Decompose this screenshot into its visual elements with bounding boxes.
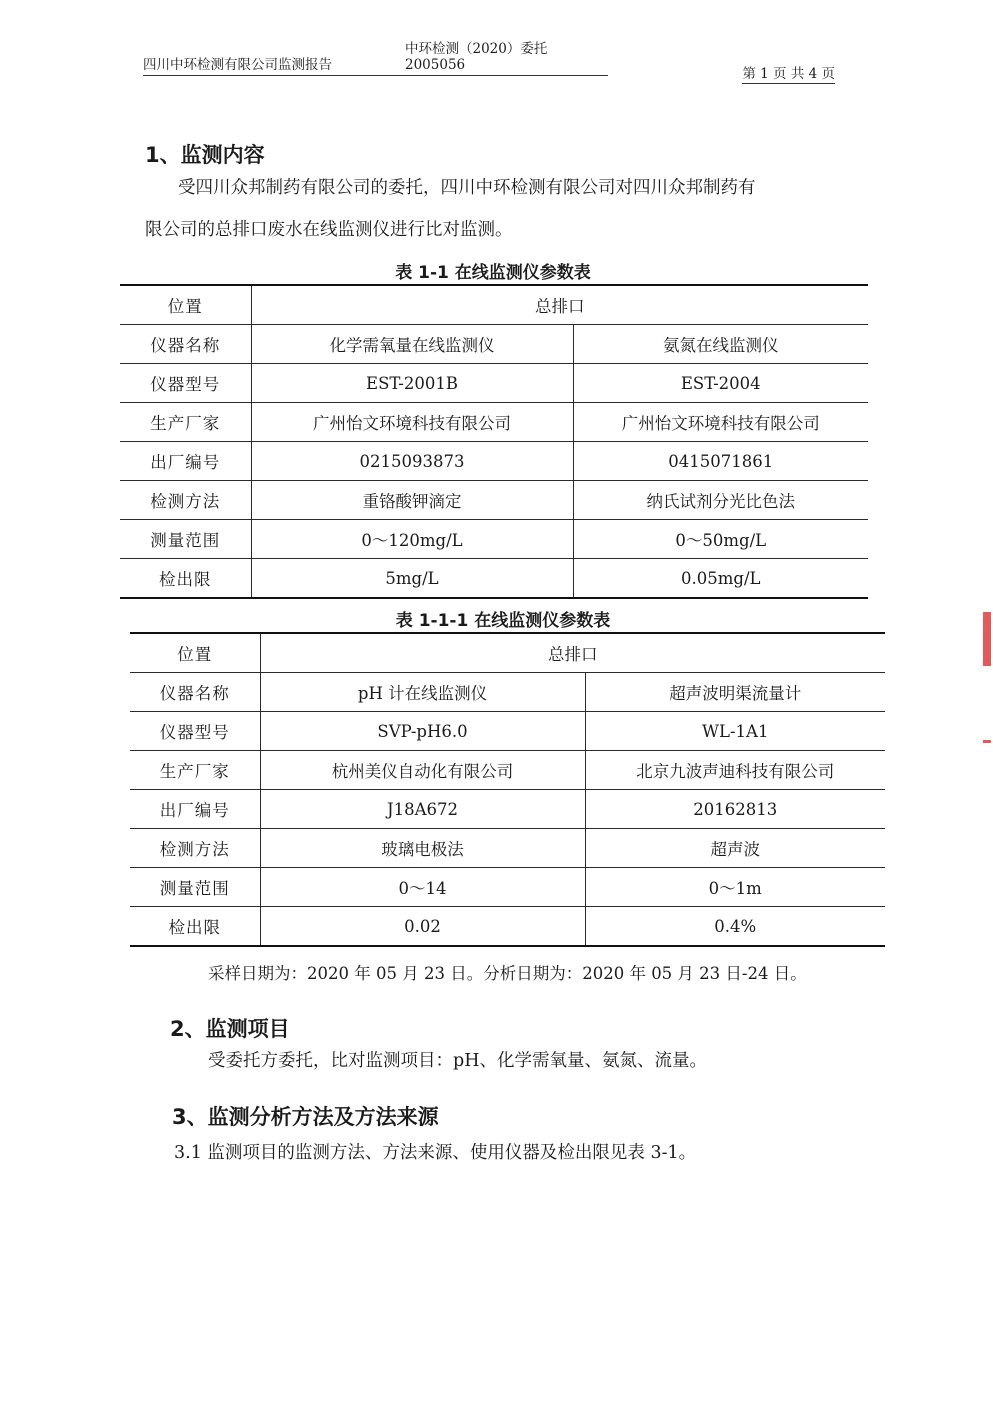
table-row [130,633,885,673]
table-cell: 0215093873 [251,442,573,481]
stamp-edge-mark [983,740,991,743]
table-cell: 0～14 [260,868,585,907]
table-cell-label: 出厂编号 [120,442,251,481]
table-cell: WL-1A1 [585,712,885,751]
table-cell: 北京九波声迪科技有限公司 [585,751,885,790]
table-cell: 广州怡文环境科技有限公司 [573,403,868,442]
table-cell: 0415071861 [573,442,868,481]
table-cell: 0～1m [585,868,885,907]
stamp-edge-mark [983,612,991,666]
header-page-number: 第 1 页 共 4 页 [742,62,835,84]
table-cell: 纳氏试剂分光比色法 [573,481,868,520]
header-report-number: 中环检测（2020）委托 2005056 [405,41,548,73]
header-left [143,41,608,76]
table-row [120,325,868,364]
table-cell-label: 生产厂家 [130,751,260,790]
table-row [130,751,885,790]
table-cell: 广州怡文环境科技有限公司 [251,403,573,442]
table-cell: 氨氮在线监测仪 [573,325,868,364]
dates-note: 采样日期为：2020 年 05 月 23 日。分析日期为：2020 年 05 月 23 日-24 日。 [208,964,807,983]
table-cell: 0～50mg/L [573,520,868,559]
table-row [130,712,885,751]
section-2-text: 受委托方委托，比对监测项目：pH、化学需氧量、氨氮、流量。 [208,1051,707,1071]
table-row [130,907,885,947]
table-cell: 重铬酸钾滴定 [251,481,573,520]
table-cell-label: 仪器名称 [120,325,251,364]
table-cell: EST-2004 [573,364,868,403]
table-row [120,559,868,599]
table-cell-label: 测量范围 [120,520,251,559]
table-cell: 0.4% [585,907,885,947]
table-row [120,520,868,559]
table-2 [130,632,885,947]
table-cell: pH 计在线监测仪 [260,673,585,712]
table-1-caption: 表 1-1 在线监测仪参数表 [395,263,591,283]
table-row [120,285,868,325]
table-row [130,829,885,868]
table-cell: 玻璃电极法 [260,829,585,868]
table-cell-label: 出厂编号 [130,790,260,829]
table-cell: J18A672 [260,790,585,829]
table-cell: 超声波 [585,829,885,868]
table-2-caption: 表 1-1-1 在线监测仪参数表 [395,611,611,631]
section-3-text: 3.1 监测项目的监测方法、方法来源、使用仪器及检出限见表 3-1。 [174,1143,697,1163]
section-2-title: 2、监测项目 [170,1017,290,1041]
table-cell-merged: 总排口 [260,633,885,673]
table-cell: 化学需氧量在线监测仪 [251,325,573,364]
table-cell: 超声波明渠流量计 [585,673,885,712]
table-cell: 0～120mg/L [251,520,573,559]
table-cell: EST-2001B [251,364,573,403]
table-row [120,442,868,481]
table-cell-label: 生产厂家 [120,403,251,442]
table-cell: SVP-pH6.0 [260,712,585,751]
page-header [143,41,835,92]
table-cell-merged: 总排口 [251,285,868,325]
table-row [120,364,868,403]
table-cell-label: 检出限 [120,559,251,599]
table-cell: 20162813 [585,790,885,829]
header-org: 四川中环检测有限公司监测报告 [143,57,332,73]
table-cell: 杭州美仪自动化有限公司 [260,751,585,790]
table-row [130,673,885,712]
table-row [130,868,885,907]
table-1 [120,284,868,599]
table-cell-label: 位置 [130,633,260,673]
table-cell-label: 仪器型号 [130,712,260,751]
table-cell: 0.02 [260,907,585,947]
section-1-text-line-2: 限公司的总排口废水在线监测仪进行比对监测。 [145,220,513,240]
table-cell-label: 检出限 [130,907,260,947]
table-cell-label: 位置 [120,285,251,325]
section-3-title: 3、监测分析方法及方法来源 [172,1105,439,1129]
table-cell-label: 仪器名称 [130,673,260,712]
table-cell-label: 检测方法 [120,481,251,520]
table-cell-label: 仪器型号 [120,364,251,403]
table-cell-label: 测量范围 [130,868,260,907]
table-row [120,403,868,442]
table-row [130,790,885,829]
section-1-title: 1、监测内容 [145,143,265,167]
section-1-text-line-1: 受四川众邦制药有限公司的委托，四川中环检测有限公司对四川众邦制药有 [178,178,756,198]
table-cell-label: 检测方法 [130,829,260,868]
table-cell: 0.05mg/L [573,559,868,599]
table-row [120,481,868,520]
table-cell: 5mg/L [251,559,573,599]
